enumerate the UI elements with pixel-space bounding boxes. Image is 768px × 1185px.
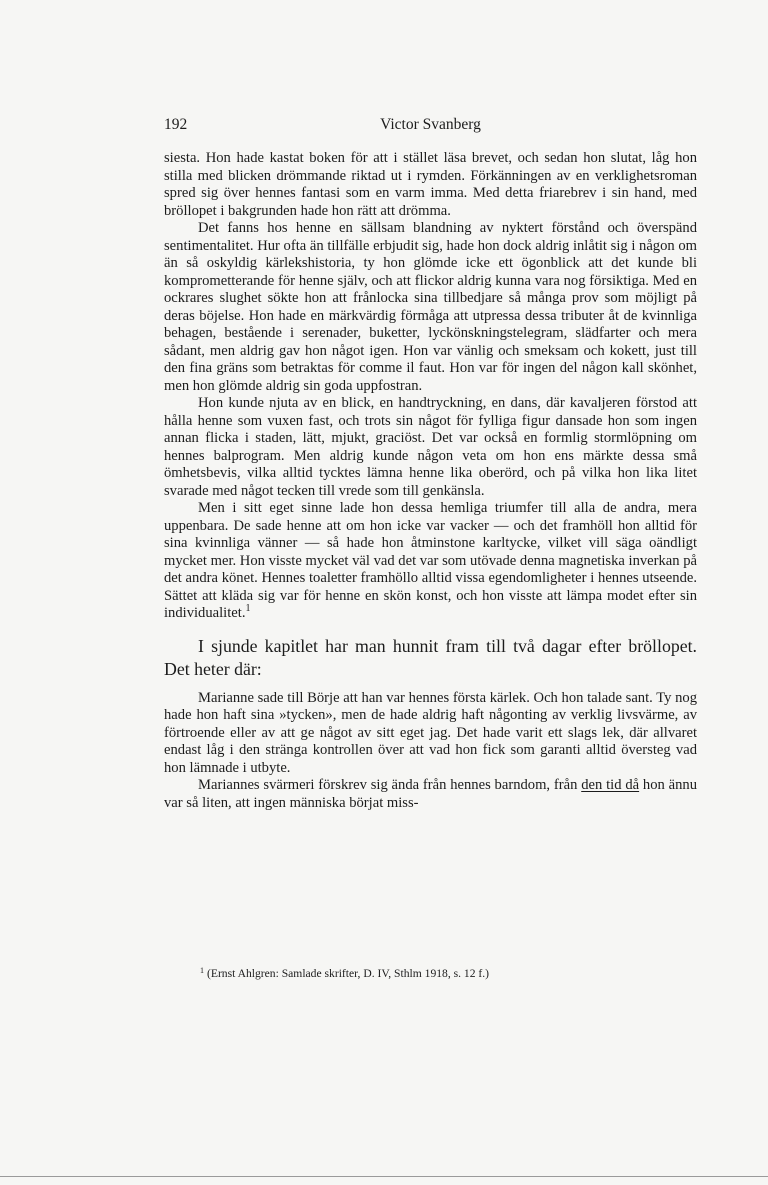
chapter-intro: I sjunde kapitlet har man hunnit fram till två dagar efter bröllopet. Det heter där: bbox=[164, 635, 697, 679]
paragraph-4-text: Men i sitt eget sinne lade hon dessa hemliga triumfer till alla de andra, mera uppenbara. De sade henne att om hon icke var vacker — och det framhöll hon alltid för sina kvinnliga vänner — så hade hon åtminstone karltycke, vilket vill säga oändligt mycket mer. Hon visste mycket väl vad det var som utövade denna magnetiska inverkan på det andra könet. Hennes toaletter framhöllo alltid vissa egendomligheter i hennes utseende. Sättet att kläda sig var för henne en skön konst, och hon visste att lämpa modet efter sin individualitet. bbox=[164, 500, 697, 621]
page-header bbox=[164, 116, 697, 138]
paragraph-6-end: hon ännu var så liten, att ingen människa börjat miss- bbox=[164, 777, 697, 811]
paragraph-3: Hon kunde njuta av en blick, en handtryckning, en dans, där kavaljeren förstod att hålla henne som vuxen fast, och trots sin något för fylliga figur dansade hon som ingen annan flicka i staden, lätt, mjukt, graciöst. Det var också en formlig stormlöpning om hennes balprogram. Men aldrig kunde någon veta om hon ens märkte dessa små ömhetsbevis, vilka alltid tycktes lämna henne lika oberörd, och på vilka hon lika litet svarade med något tecken till vrede som till genkänsla. bbox=[164, 395, 697, 499]
page-number: 192 bbox=[164, 116, 188, 133]
scan-edge-line bbox=[0, 1176, 768, 1177]
paragraph-2: Det fanns hos henne en sällsam blandning av nyktert förstånd och överspänd sentimentalitet. Hur ofta än tillfälle erbjudit sig, hade hon dock aldrig inlåtit sig i någon om än så oskyldig kärlekshistoria, ty hon glömde icke ett ögonblick att det kunde bli komprometterande för henne själv, och att flickor aldrig kunna vara nog försiktiga. Med en ockrares slughet sökte hon att frånlocka sina tillbedjare så många prov som möjligt på deras böjelse. Hon hade en märkvärdig förmåga att utpressa dessa tributer åt de kvinnliga behagen, bestående i serenader, buketter, lyckönskningstelegram, slädfarter och mera sådant, men aldrig gav hon något igen. Hon var vänlig och smeksam och kokett, just till den fina gräns som betraktas för comme il faut. Hon var för ingen del någon kall skönhet, men hon glömde aldrig sin goda uppfostran. bbox=[164, 220, 697, 394]
paragraph-5: Marianne sade till Börje att han var hennes första kärlek. Och hon talade sant. Ty nog hade hon haft sina »tycken», men de hade aldrig haft någonting av verklig livsvärme, av förtroende eller av att ge något av sitt eget jag. Det hade varit ett slags lek, där allvaret endast låg i den stränga kontrollen över att vad hon fick som garanti alltid översteg vad hon lämnade i utbyte. bbox=[164, 689, 697, 776]
body-text bbox=[164, 150, 697, 812]
paragraph-6 bbox=[164, 777, 697, 812]
footnote bbox=[200, 963, 700, 981]
paragraph-6-start: Mariannes svärmeri förskrev sig ända från hennes barndom, från bbox=[198, 777, 578, 793]
underlined-phrase: den tid då bbox=[581, 777, 640, 793]
paragraph-1: siesta. Hon hade kastat boken för att i stället läsa brevet, och sedan hon slutat, låg hon stilla med blicken drömmande riktad ut i rymden. Förkänningen av en verklighetsroman spred sig över hennes fantasi som en varm imma. Med detta friarebrev i sin hand, med bröllopet i bakgrunden hade hon rätt att drömma. bbox=[164, 150, 697, 219]
footnote-text: (Ernst Ahlgren: Samlade skrifter, D. IV, Sthlm 1918, s. 12 f.) bbox=[207, 967, 490, 980]
running-head: Victor Svanberg bbox=[380, 116, 481, 133]
footnote-reference: 1 bbox=[245, 603, 251, 615]
paragraph-4 bbox=[164, 500, 697, 623]
footnote-mark: 1 bbox=[200, 966, 204, 975]
